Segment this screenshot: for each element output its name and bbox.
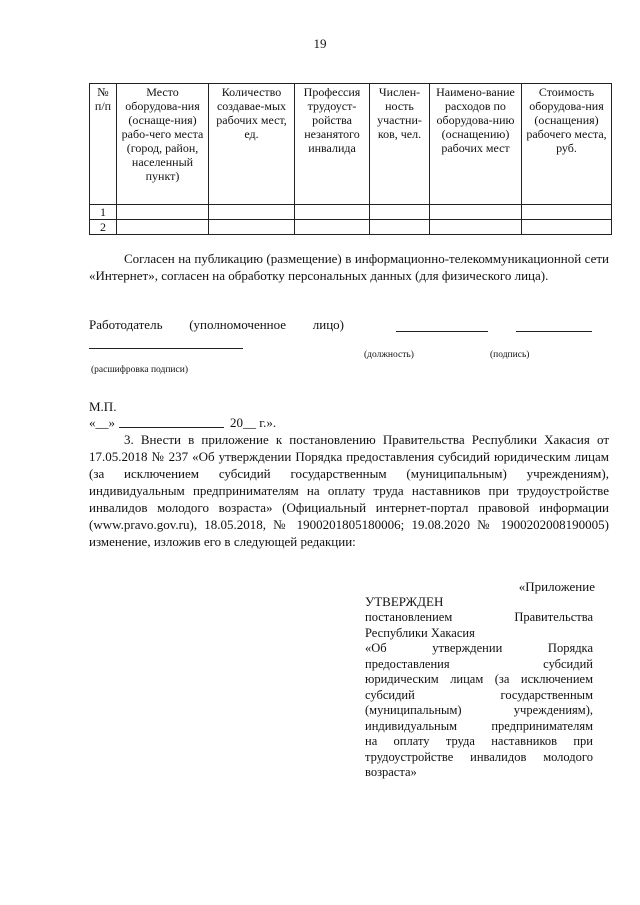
decoding-caption: (расшифровка подписи) [91,365,188,375]
approval-line: трудоустройстве инвалидов молодого [365,749,593,764]
table-cell [209,205,295,220]
approval-block [365,594,593,781]
approval-line: субсидий государственным [365,687,593,702]
table-cell [430,220,522,235]
position-caption: (должность) [364,350,414,360]
table-header: Количество создавае-мых рабочих мест, ед. [209,84,295,205]
page-number: 19 [313,36,327,51]
approval-line: (муниципальным) учреждениям), [365,703,593,717]
signature-line [516,331,592,332]
amendment-paragraph: 3. Внести в приложение к постановлению Правительства Республики Хакасия от 17.05.2018 № 237 «Об утверждении Порядка предоставления субсидий юридическим лицам (за исключением субсидий государственным (муниципальным) учреждениям), индивидуальным предпринимателям на оплату труда наставников при трудоустройстве инвалидов молодого возраста» (Официальный интернет-портал правовой информации (www.pravo.gov.ru), 18.05.2018, № 1900201805180006; 19.08.2020 № 1900202008190005) изменение, изложив его в следующей редакции: [89,432,609,549]
approval-line: постановлением Правительства [365,610,593,624]
table-cell: 2 [90,220,117,235]
date-year: 20__ г.». [230,415,277,430]
position-line [396,331,488,332]
table-cell [370,220,430,235]
table-cell: 1 [90,205,117,220]
table-header-row [90,84,612,205]
appendix-title: «Приложение [518,579,595,594]
table-header: Место оборудова-ния (оснаще-ния) рабо-чего места (город, район, населенный пункт) [117,84,209,205]
approval-line: индивидуальным предпринимателям [365,718,593,733]
table-cell [522,205,612,220]
table-header: Профессия трудоуст-ройства незанятого инвалида [295,84,370,205]
approval-line: на оплату труда наставников при [365,734,593,748]
stamp-label: М.П. [89,399,117,414]
approval-line: «Об утверждении Порядка [365,641,593,655]
approval-line: предоставления субсидий [365,656,593,671]
consent-paragraph: Согласен на публикацию (размещение) в информационно-телекоммуникационной сети «Интернет», согласен на обработку персональных данных (для физического лица). [89,251,609,283]
employer-label: Работодатель (уполномоченное лицо) [89,317,344,332]
table-header: № п/п [90,84,117,205]
date-open: «__» [89,415,115,430]
table-cell [370,205,430,220]
approval-line: возраста» [365,765,417,779]
approval-line: юридическим лицам (за исключением [365,672,593,686]
approval-line: Республики Хакасия [365,625,475,640]
date-month-line [119,427,224,428]
table-row [90,220,612,235]
table-cell [295,220,370,235]
table-header: Наимено-вание расходов по оборудова-нию (оснащению) рабочих мест [430,84,522,205]
costs-table [89,83,612,235]
decoding-line [89,348,243,349]
table-cell [295,205,370,220]
table-row [90,205,612,220]
table-header: Стоимость оборудова-ния (оснащения) рабочего места, руб. [522,84,612,205]
table-header: Числен-ность участни-ков, чел. [370,84,430,205]
table-cell [117,220,209,235]
signature-caption: (подпись) [490,350,530,360]
table-cell [209,220,295,235]
table-cell [117,205,209,220]
table-cell [522,220,612,235]
approved-heading: УТВЕРЖДЕН [365,594,444,609]
table-cell [430,205,522,220]
